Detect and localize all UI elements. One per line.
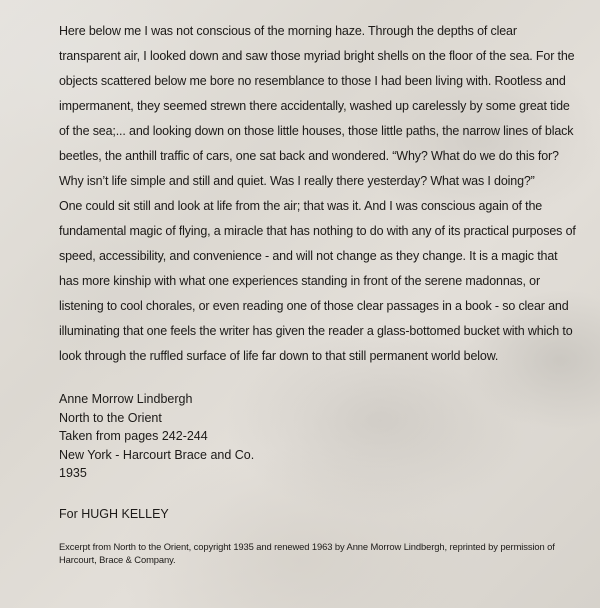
excerpt-text: [59, 19, 579, 369]
excerpt-paragraph-1: Here below me I was not conscious of the morning haze. Through the depths of clear transparent air, I looked down and saw those myriad bright shells on the floor of the sea. For the objects scattered below me bore no resemblance to those I had been living with. Rootless and impermanent, they seemed strewn there accidentally, washed up carelessly by some great tide of the sea;... and looking down on those little houses, those little paths, the narrow lines of black beetles, the anthill traffic of cars, one sat back and wondered. “Why? What do we do this for? Why isn’t life simple and still and quiet. Was I really there yesterday? What was I doing?”: [59, 24, 575, 188]
citation-author: Anne Morrow Lindbergh: [59, 392, 193, 406]
dedication: For HUGH KELLEY: [59, 507, 169, 521]
citation-year: 1935: [59, 466, 87, 481]
citation: [59, 390, 459, 483]
copyright-notice: Excerpt from North to the Orient, copyright 1935 and renewed 1963 by Anne Morrow Lindbergh, reprinted by permission of Harcourt, Brace & Company.: [59, 541, 555, 565]
citation-pages: Taken from pages 242-244: [59, 429, 208, 444]
excerpt-paragraph-2: One could sit still and look at life from the air; that was it. And I was conscious again of the fundamental magic of flying, a miracle that has nothing to do with any of its practical purposes of speed, accessibility, and convenience - and will not change as they change. It is a magic that has more kinship with what one experiences standing in front of the serene madonnas, or listening to cool chorales, or even reading one of those clear passages in a book - so clear and illuminating that one feels the writer has given the reader a glass-bottomed bucket with which to look through the ruffled surface of life far down to that still permanent world below.: [59, 199, 576, 363]
citation-publisher: New York - Harcourt Brace and Co.: [59, 447, 255, 462]
citation-book-title: North to the Orient: [59, 410, 162, 425]
